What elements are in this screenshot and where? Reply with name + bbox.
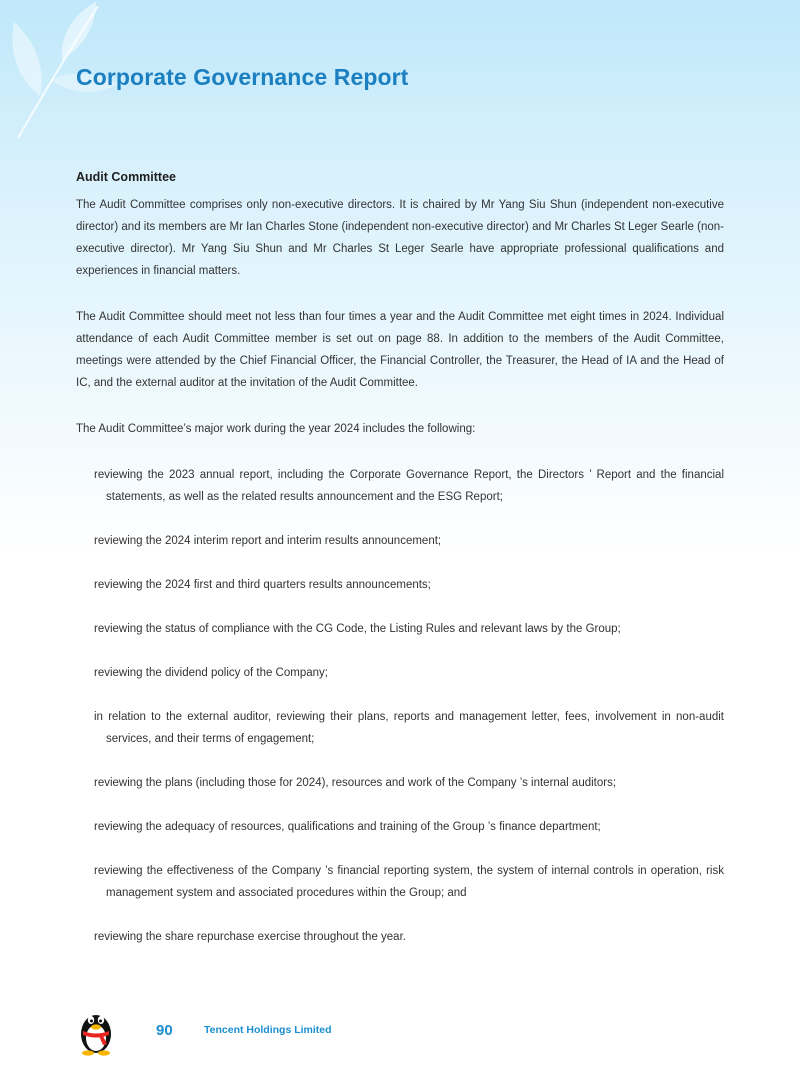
- page-title: Corporate Governance Report: [76, 64, 409, 90]
- list-item: reviewing the 2023 annual report, including the Corporate Governance Report, the Directors ’ Report and the financial statements, as well as the related results announcement and the ESG Report;: [94, 469, 724, 503]
- committee-composition-paragraph: The Audit Committee comprises only non-executive directors. It is chaired by Mr Yang Siu Shun (independent non-executive director) and its members are Mr Ian Charles Stone (independent non-executive director) and Mr Charles St Leger Searle (non-executive director). Mr Yang Siu Shun and Mr Charles St Leger Searle have appropriate professional qualifications and experiences in financial matters.: [76, 199, 724, 277]
- list-item: reviewing the adequacy of resources, qualifications and training of the Group ’s finance department;: [94, 821, 601, 833]
- committee-meetings-paragraph: The Audit Committee should meet not less than four times a year and the Audit Committee met eight times in 2024. Individual attendance of each Audit Committee member is set out on page 88. In addition to the members of the Audit Committee, meetings were attended by the Chief Financial Officer, the Financial Controller, the Treasurer, the Head of IA and the Head of IC, and the external auditor at the invitation of the Audit Committee.: [76, 311, 724, 389]
- list-item: reviewing the dividend policy of the Company;: [94, 667, 328, 679]
- list-item: reviewing the effectiveness of the Company ’s financial reporting system, the system of internal controls in operation, risk management system and associated procedures within the Group; and: [94, 865, 724, 899]
- list-item: reviewing the plans (including those for 2024), resources and work of the Company ’s internal auditors;: [94, 777, 617, 789]
- list-item: reviewing the 2024 first and third quarters results announcements;: [94, 579, 431, 591]
- list-item: reviewing the 2024 interim report and interim results announcement;: [94, 535, 442, 547]
- major-work-intro: The Audit Committee’s major work during the year 2024 includes the following:: [76, 423, 476, 435]
- company-name: Tencent Holdings Limited: [204, 1024, 332, 1036]
- page-footer: [0, 1004, 800, 1064]
- list-item: reviewing the status of compliance with the CG Code, the Listing Rules and relevant laws by the Group;: [94, 623, 621, 635]
- major-work-list: [76, 464, 724, 948]
- page-number: 90: [156, 1022, 173, 1039]
- section-heading: Audit Committee: [76, 170, 176, 184]
- list-item: in relation to the external auditor, reviewing their plans, reports and management letter, fees, involvement in non-audit services, and their terms of engagement;: [94, 711, 724, 745]
- penguin-icon: [76, 1004, 116, 1056]
- audit-committee-section: [76, 170, 724, 970]
- list-item: reviewing the share repurchase exercise throughout the year.: [94, 931, 406, 943]
